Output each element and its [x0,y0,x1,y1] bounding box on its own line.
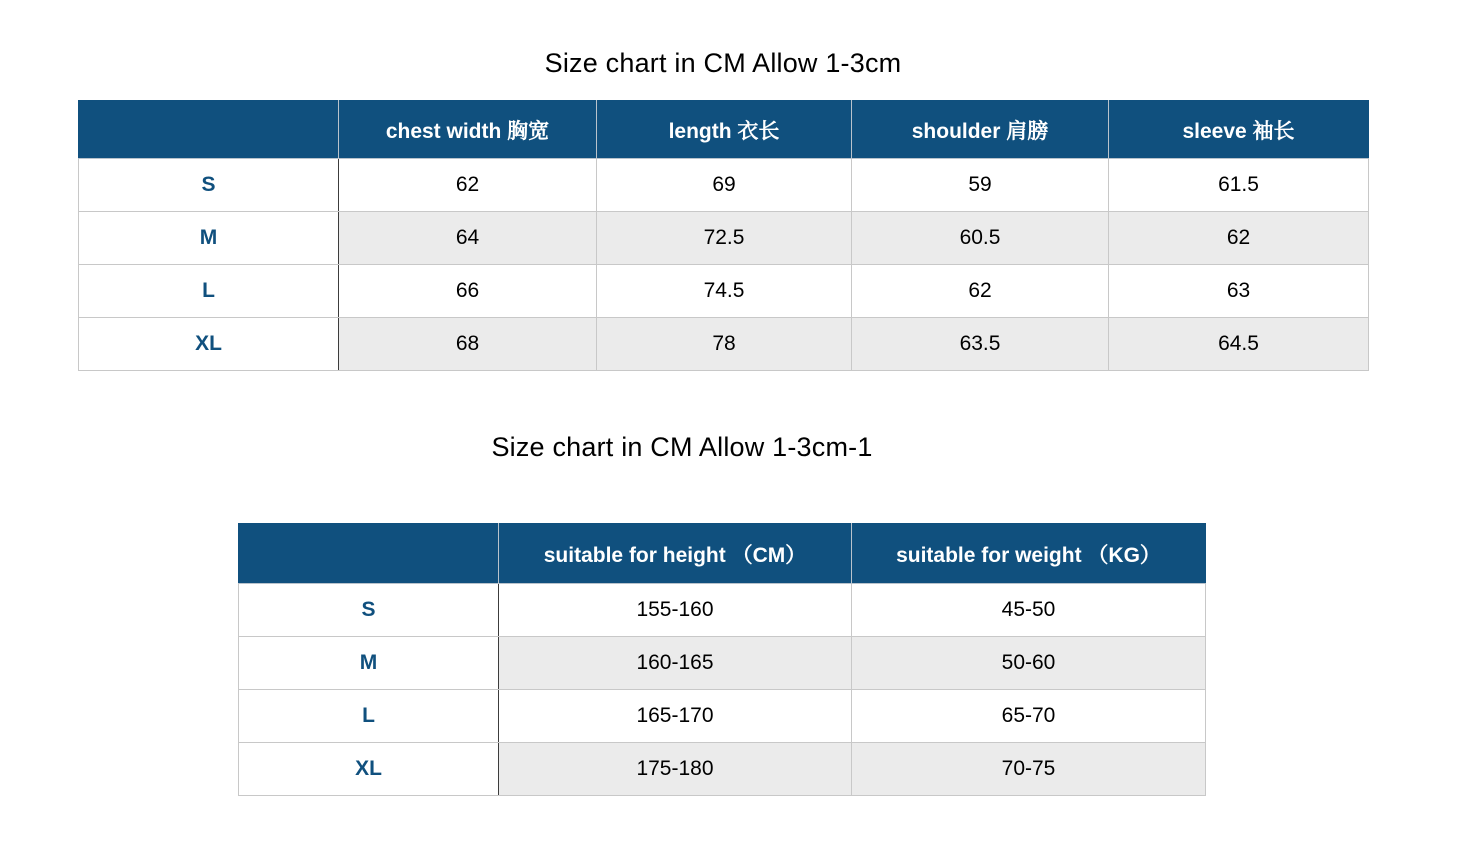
cell-shoulder: 60.5 [852,212,1109,265]
cell-height-range: 165-170 [499,690,852,743]
cell-chest-width: 66 [339,265,597,318]
cell-height-range: 175-180 [499,743,852,796]
table-row-xl [79,318,1369,371]
corner-cell [239,524,499,584]
cell-chest-width: 68 [339,318,597,371]
cell-height-range: 155-160 [499,584,852,637]
table-row-s [79,159,1369,212]
table-row-m [239,637,1206,690]
cell-length: 72.5 [597,212,852,265]
table-header-row [79,101,1369,159]
corner-cell [79,101,339,159]
cell-sleeve: 63 [1109,265,1369,318]
size-label: L [79,265,339,318]
column-header-weight: suitable for weight （KG） [852,524,1206,584]
size-label: S [239,584,499,637]
size-label: M [79,212,339,265]
size-chart-2-title: Size chart in CM Allow 1-3cm-1 [491,432,873,462]
cell-shoulder: 63.5 [852,318,1109,371]
column-header-height: suitable for height （CM） [499,524,852,584]
column-header-length: length 衣长 [597,101,852,159]
table-row-m [79,212,1369,265]
table-row-l [79,265,1369,318]
size-chart-measurements-table [78,100,1369,371]
cell-chest-width: 64 [339,212,597,265]
table-row-s [239,584,1206,637]
cell-shoulder: 62 [852,265,1109,318]
cell-sleeve: 62 [1109,212,1369,265]
size-label: XL [79,318,339,371]
cell-sleeve: 64.5 [1109,318,1369,371]
cell-weight-range: 70-75 [852,743,1206,796]
cell-chest-width: 62 [339,159,597,212]
column-header-shoulder: shoulder 肩膀 [852,101,1109,159]
cell-shoulder: 59 [852,159,1109,212]
column-header-chest-width: chest width 胸宽 [339,101,597,159]
table-header-row [239,524,1206,584]
size-label: XL [239,743,499,796]
size-label: S [79,159,339,212]
cell-weight-range: 65-70 [852,690,1206,743]
cell-sleeve: 61.5 [1109,159,1369,212]
cell-weight-range: 50-60 [852,637,1206,690]
cell-length: 74.5 [597,265,852,318]
cell-weight-range: 45-50 [852,584,1206,637]
size-chart-1-title: Size chart in CM Allow 1-3cm [544,48,902,78]
table-row-l [239,690,1206,743]
cell-height-range: 160-165 [499,637,852,690]
size-label: M [239,637,499,690]
cell-length: 69 [597,159,852,212]
cell-length: 78 [597,318,852,371]
size-chart-fit-table [238,523,1206,796]
table-row-xl [239,743,1206,796]
column-header-sleeve: sleeve 袖长 [1109,101,1369,159]
size-label: L [239,690,499,743]
